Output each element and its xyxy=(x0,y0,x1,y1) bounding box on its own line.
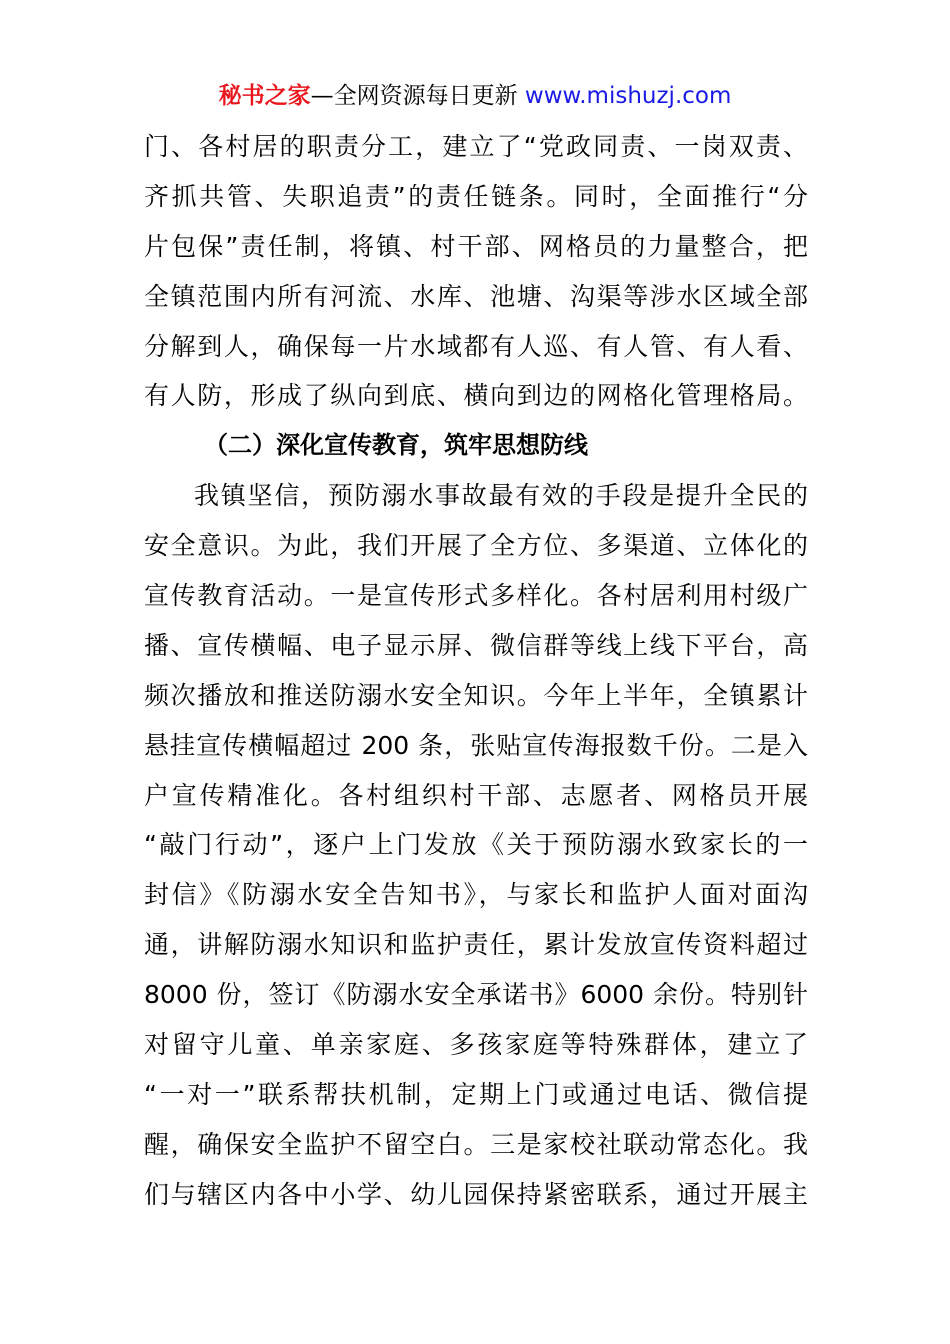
text-line: 分解到人，确保每一片水域都有人巡、有人管、有人看、 xyxy=(144,331,808,361)
section-heading: （二）深化宣传教育，筑牢思想防线 xyxy=(204,431,588,460)
text-line: 播、宣传横幅、电子显示屏、微信群等线上线下平台，高 xyxy=(144,630,808,660)
text-line: 8000 份，签订《防溺水安全承诺书》6000 余份。特别针 xyxy=(144,980,808,1010)
text-line: 全镇范围内所有河流、水库、池塘、沟渠等涉水区域全部 xyxy=(144,281,808,311)
text-line: 们与辖区内各中小学、幼儿园保持紧密联系，通过开展主 xyxy=(144,1179,808,1209)
text-line: 门、各村居的职责分工，建立了“党政同责、一岗双责、 xyxy=(144,132,808,161)
text-line: 频次播放和推送防溺水安全知识。今年上半年，全镇累计 xyxy=(144,680,808,710)
header-brand: 秘书之家 xyxy=(218,83,311,109)
text-line: 我镇坚信，预防溺水事故最有效的手段是提升全民的 xyxy=(194,481,808,511)
header-url[interactable]: www.mishuzj.com xyxy=(524,83,732,109)
text-line: 封信》《防溺水安全告知书》，与家长和监护人面对面沟 xyxy=(144,880,808,910)
header-tagline: —全网资源每日更新 xyxy=(310,83,525,109)
text-line: “敲门行动”，逐户上门发放《关于预防溺水致家长的一 xyxy=(144,830,808,860)
text-line: 安全意识。为此，我们开展了全方位、多渠道、立体化的 xyxy=(144,531,808,561)
text-line: 对留守儿童、单亲家庭、多孩家庭等特殊群体，建立了 xyxy=(144,1030,808,1060)
text-line: 有人防，形成了纵向到底、横向到边的网格化管理格局。 xyxy=(144,381,808,411)
text-line: 宣传教育活动。一是宣传形式多样化。各村居利用村级广 xyxy=(144,581,808,611)
text-line: 齐抓共管、失职追责”的责任链条。同时，全面推行“分 xyxy=(144,181,808,211)
text-line: 户宣传精准化。各村组织村干部、志愿者、网格员开展 xyxy=(144,780,808,810)
text-line: 醒，确保安全监护不留空白。三是家校社联动常态化。我 xyxy=(144,1129,808,1159)
text-line: 通，讲解防溺水知识和监护责任，累计发放宣传资料超过 xyxy=(144,930,808,960)
document-body xyxy=(144,122,808,1220)
text-line: 悬挂宣传横幅超过 200 条，张贴宣传海报数千份。二是入 xyxy=(144,730,808,760)
text-line: “一对一”联系帮扶机制，定期上门或通过电话、微信提 xyxy=(144,1079,808,1109)
page-header xyxy=(0,80,950,112)
text-line: 片包保”责任制，将镇、村干部、网格员的力量整合，把 xyxy=(144,231,808,261)
